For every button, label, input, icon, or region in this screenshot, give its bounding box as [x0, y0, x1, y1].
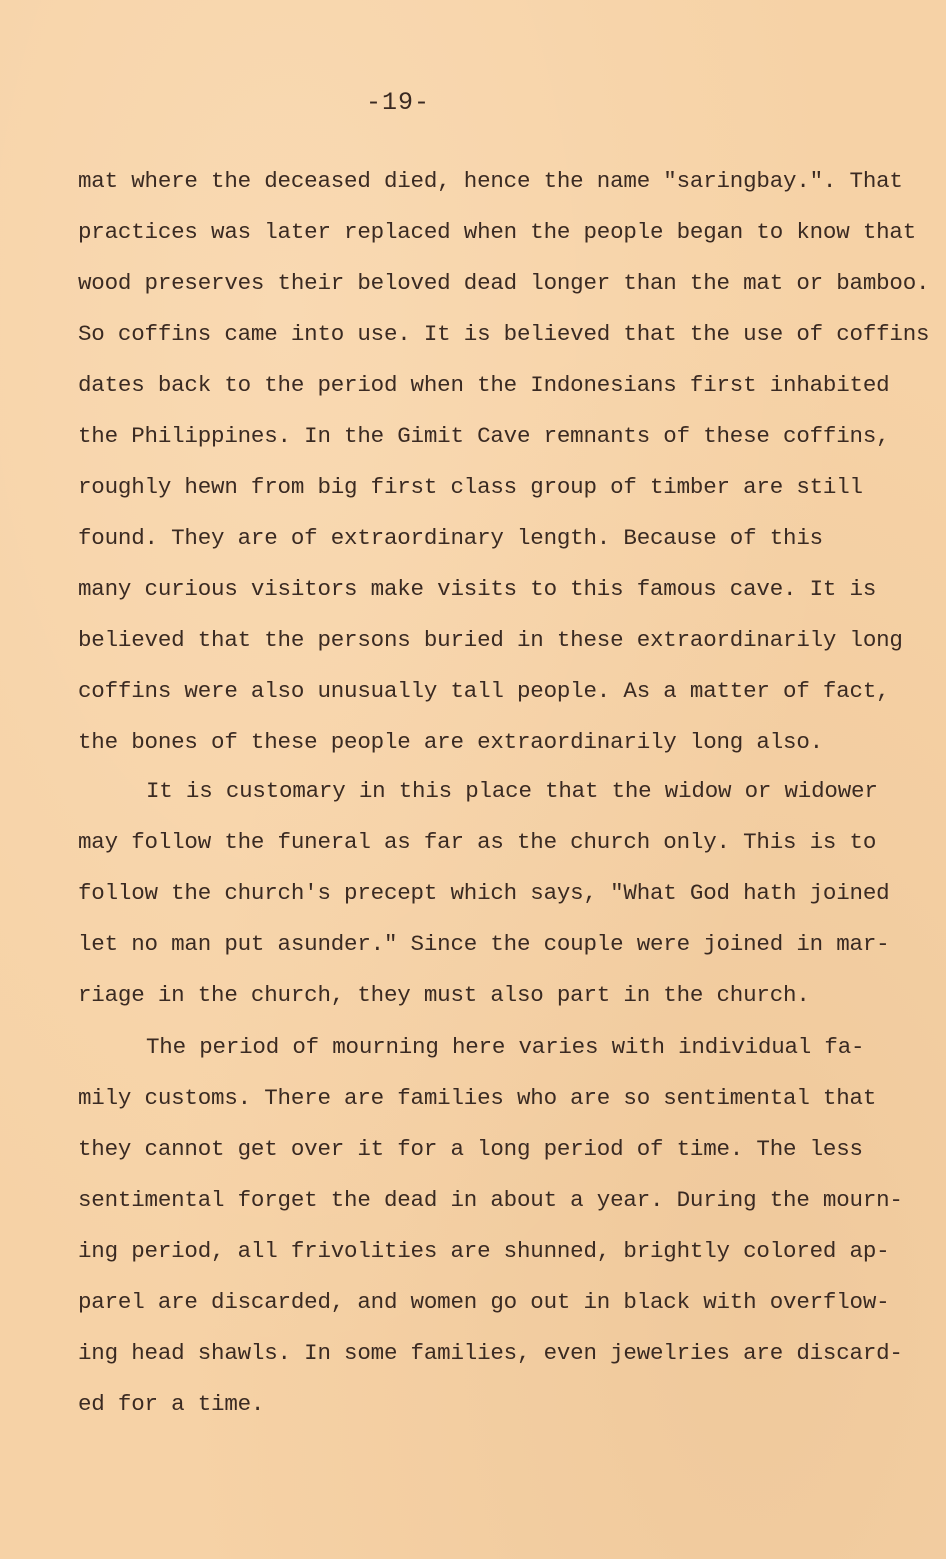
text-line: riage in the church, they must also part in the church.	[78, 982, 810, 1008]
text-line: So coffins came into use. It is believed that the use of coffins	[78, 321, 930, 347]
text-line: the Philippines. In the Gimit Cave remnants of these coffins,	[78, 423, 890, 449]
text-line: ing period, all frivolities are shunned, brightly colored ap-	[78, 1238, 890, 1264]
text-line: ing head shawls. In some families, even jewelries are discard-	[78, 1340, 903, 1366]
text-line: It is customary in this place that the widow or widower	[146, 778, 878, 804]
text-line: the bones of these people are extraordinarily long also.	[78, 729, 823, 755]
text-line: found. They are of extraordinary length. Because of this	[78, 525, 823, 551]
text-line: sentimental forget the dead in about a year. During the mourn-	[78, 1187, 903, 1213]
text-line: believed that the persons buried in these extraordinarily long	[78, 627, 903, 653]
text-line: follow the church's precept which says, "What God hath joined	[78, 880, 890, 906]
text-line: mily customs. There are families who are so sentimental that	[78, 1085, 877, 1111]
text-line: coffins were also unusually tall people. As a matter of fact,	[78, 678, 890, 704]
text-line: let no man put asunder." Since the couple were joined in mar-	[78, 931, 890, 957]
text-line: practices was later replaced when the people began to know that	[78, 219, 917, 245]
text-line: they cannot get over it for a long period of time. The less	[78, 1136, 863, 1162]
page-number: -19-	[366, 88, 431, 117]
text-line: dates back to the period when the Indonesians first inhabited	[78, 372, 890, 398]
text-line: ed for a time.	[78, 1391, 265, 1417]
text-line: The period of mourning here varies with individual fa-	[146, 1034, 865, 1060]
text-line: mat where the deceased died, hence the name "saringbay.". That	[78, 168, 903, 194]
text-line: may follow the funeral as far as the church only. This is to	[78, 829, 877, 855]
text-line: wood preserves their beloved dead longer than the mat or bamboo.	[78, 270, 930, 296]
text-line: many curious visitors make visits to this famous cave. It is	[78, 576, 877, 602]
text-line: roughly hewn from big first class group of timber are still	[78, 474, 863, 500]
text-line: parel are discarded, and women go out in black with overflow-	[78, 1289, 890, 1315]
